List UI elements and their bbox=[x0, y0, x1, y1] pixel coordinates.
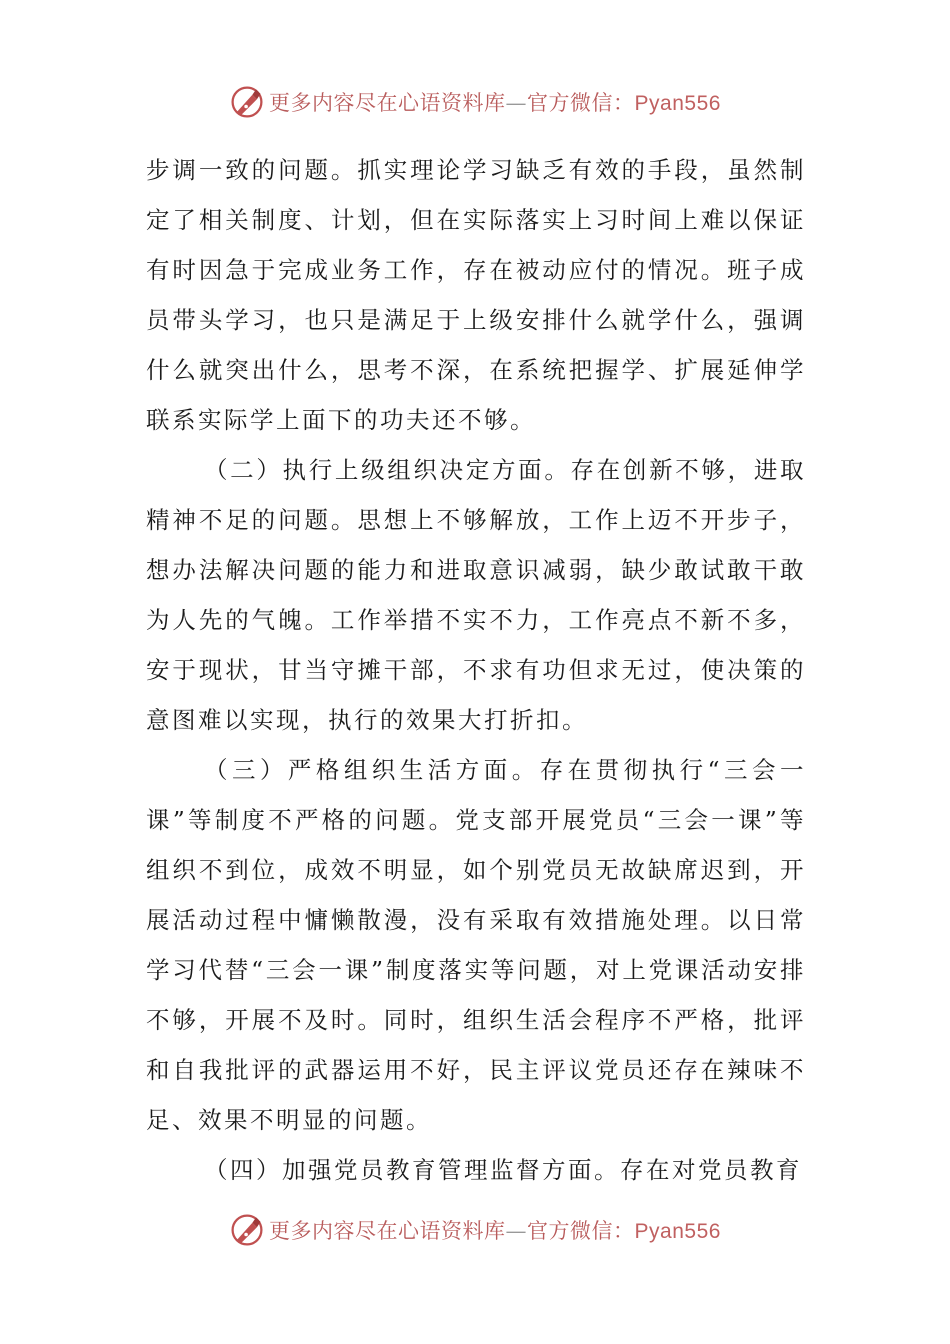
pen-nib-logo-icon bbox=[229, 84, 265, 120]
header-watermark-banner bbox=[0, 82, 950, 122]
watermark-wechat-id: Pyan556 bbox=[634, 1220, 721, 1243]
paragraph-section-2: （二）执行上级组织决定方面。存在创新不够，进取精神不足的问题。思想上不够解放，工作上迈不开步子，想办法解决问题的能力和进取意识减弱，缺少敢试敢干敢为人先的气魄。工作举措不实不力，工作亮点不新不多，安于现状，甘当守摊干部，不求有功但求无过，使决策的意图难以实现，执行的效果大打折扣。 bbox=[146, 456, 806, 734]
watermark-text bbox=[269, 1215, 721, 1245]
watermark-site-text: 更多内容尽在心语资料库 bbox=[269, 91, 506, 115]
paragraph-continuation: 步调一致的问题。抓实理论学习缺乏有效的手段，虽然制定了相关制度、计划，但在实际落实上习时间上难以保证有时因急于完成业务工作，存在被动应付的情况。班子成员带头学习，也只是满足于上级安排什么就学什么，强调什么就突出什么，思考不深，在系统把握学、扩展延伸学联系实际学上面下的功夫还不够。 bbox=[146, 156, 806, 434]
pen-nib-logo-icon bbox=[229, 1212, 265, 1248]
watermark-separator: — bbox=[505, 91, 528, 115]
watermark-wechat-id: Pyan556 bbox=[634, 92, 721, 115]
document-body bbox=[146, 145, 806, 1195]
paragraph-section-4: （四）加强党员教育管理监督方面。存在对党员教育 bbox=[204, 1156, 802, 1184]
watermark-wechat-label: 官方微信： bbox=[527, 91, 635, 115]
footer-watermark-banner bbox=[0, 1210, 950, 1250]
watermark-text bbox=[269, 87, 721, 117]
watermark-wechat-label: 官方微信： bbox=[527, 1219, 635, 1243]
paragraph-section-3: （三）严格组织生活方面。存在贯彻执行“三会一课”等制度不严格的问题。党支部开展党员“三会一课”等组织不到位，成效不明显，如个别党员无故缺席迟到，开展活动过程中慵懒散漫，没有采取有效措施处理。以日常学习代替“三会一课”制度落实等问题，对上党课活动安排不够，开展不及时。同时，组织生活会程序不严格，批评和自我批评的武器运用不好，民主评议党员还存在辣味不足、效果不明显的问题。 bbox=[146, 756, 806, 1134]
watermark-site-text: 更多内容尽在心语资料库 bbox=[269, 1219, 506, 1243]
watermark-separator: — bbox=[505, 1219, 528, 1243]
